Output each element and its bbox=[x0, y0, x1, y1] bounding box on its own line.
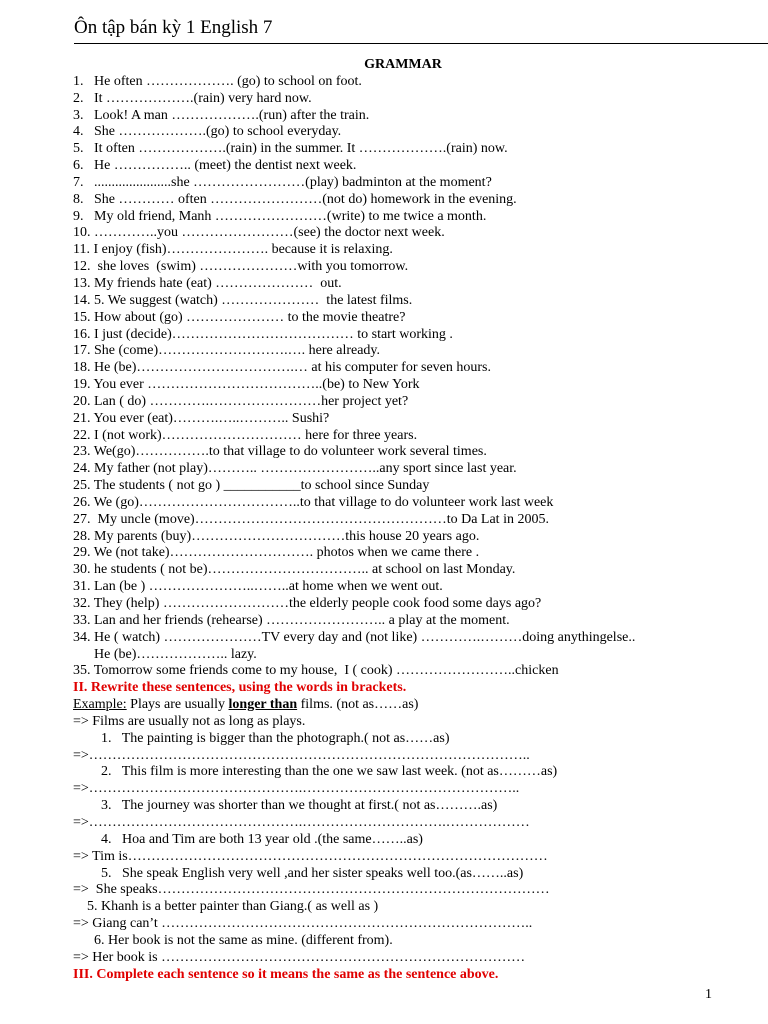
grammar-item: 1. He often ………………. (go) to school on foot. bbox=[73, 73, 362, 89]
grammar-item: 8. She ………… often ……………………(not do) homework in the evening. bbox=[73, 191, 517, 207]
grammar-item: 7. ......................she ……………………(play) badminton at the moment? bbox=[73, 174, 492, 190]
grammar-item: 24. My father (not play)……….. ……………………..any sport since last year. bbox=[73, 461, 517, 477]
grammar-item: 2. It ……………….(rain) very hard now. bbox=[73, 90, 312, 106]
grammar-item: 22. I (not work)………………………… here for three years. bbox=[73, 427, 418, 443]
grammar-item: 19. You ever ………………………………..(be) to New York bbox=[73, 377, 420, 393]
example-emphasis: longer than bbox=[228, 697, 298, 713]
header-title: Ôn tập bán kỳ 1 English 7 bbox=[74, 17, 273, 38]
rewrite-line: 6. Her book is not the same as mine. (different from). bbox=[73, 932, 393, 948]
example-before: Plays are usually bbox=[126, 697, 229, 713]
grammar-item: 5. It often ……………….(rain) in the summer. It ……………….(rain) now. bbox=[73, 141, 508, 157]
rewrite-line: => Her book is …………………………………………………………………… bbox=[73, 949, 526, 965]
rewrite-line: 1. The painting is bigger than the photograph.( not as……as) bbox=[73, 730, 450, 746]
example-answer: => Films are usually not as long as plays. bbox=[73, 713, 306, 729]
grammar-item: 15. How about (go) ………………… to the movie theatre? bbox=[73, 309, 406, 325]
grammar-item: 13. My friends hate (eat) ………………… out. bbox=[73, 275, 342, 291]
grammar-item: 30. he students ( not be)…………………………….. at school on last Monday. bbox=[73, 562, 516, 578]
page-header bbox=[74, 17, 768, 44]
grammar-item: 20. Lan ( do) ………….……………………her project yet? bbox=[73, 393, 409, 409]
grammar-exercise-list bbox=[73, 74, 733, 680]
grammar-item: 4. She ……………….(go) to school everyday. bbox=[73, 124, 342, 140]
grammar-item: 32. They (help) ………………………the elderly people cook food some days ago? bbox=[73, 596, 542, 611]
grammar-item: 29. We (not take)…………………………. photos when we came there . bbox=[73, 545, 480, 561]
example-label: Example: bbox=[73, 697, 127, 713]
grammar-item: 3. Look! A man ……………….(run) after the train. bbox=[73, 107, 370, 123]
rewrite-line: 5. Khanh is a better painter than Giang.( as well as ) bbox=[73, 899, 379, 915]
grammar-item: 10. …………..you ……………………(see) the doctor next week. bbox=[73, 225, 445, 241]
rewrite-line: => Giang can’t …………………………………………………………………….. bbox=[73, 916, 533, 932]
grammar-item: 33. Lan and her friends (rehearse) …………………….. a play at the moment. bbox=[73, 612, 510, 628]
page-number: 1 bbox=[705, 987, 712, 1002]
rewrite-line: 3. The journey was shorter than we thought at first.( not as……….as) bbox=[73, 798, 498, 814]
section-title-rewrite: II. Rewrite these sentences, using the words in brackets. bbox=[73, 680, 407, 696]
grammar-item: 34. He ( watch) …………………TV every day and (not like) ………….………doing anythingelse.. bbox=[73, 629, 636, 645]
grammar-item: 28. My parents (buy)……………………………this house 20 years ago. bbox=[73, 528, 480, 544]
rewrite-line: 4. Hoa and Tim are both 13 year old .(the same……..as) bbox=[73, 831, 423, 847]
grammar-item: 17. She (come)……………………….…. here already. bbox=[73, 343, 381, 359]
grammar-item: 26. We (go)……………………………..to that village to do volunteer work last week bbox=[73, 494, 554, 510]
rewrite-exercise-list bbox=[73, 731, 733, 967]
grammar-item: 14. 5. We suggest (watch) ………………… the latest films. bbox=[73, 292, 413, 308]
rewrite-line: 2. This film is more interesting than the one we saw last week. (not as………as) bbox=[73, 764, 558, 780]
section-title-grammar: GRAMMAR bbox=[364, 57, 442, 72]
rewrite-line: => Tim is……………………………………………………………………………… bbox=[73, 848, 548, 864]
grammar-item: 35. Tomorrow some friends come to my house, I ( cook) ……………………..chicken bbox=[73, 663, 559, 679]
grammar-item: He (be)……………….. lazy. bbox=[73, 646, 257, 662]
rewrite-line: =>……………………………………….………………………….……………… bbox=[73, 814, 530, 830]
grammar-item: 16. I just (decide)………………………………… to start working . bbox=[73, 326, 453, 342]
grammar-item: 11. I enjoy (fish)…………………. because it is relaxing. bbox=[73, 242, 393, 258]
rewrite-line: =>……………………………………….……………………………………….. bbox=[73, 781, 520, 797]
rewrite-line: => She speaks………………………………………………………………………… bbox=[73, 882, 550, 898]
rewrite-line: =>………………………………………………………………………………….. bbox=[73, 747, 530, 763]
document-body bbox=[73, 57, 733, 983]
grammar-item: 9. My old friend, Manh ……………………(write) to me twice a month. bbox=[73, 208, 487, 224]
grammar-item: 21. You ever (eat)……….…..……….. Sushi? bbox=[73, 410, 330, 426]
grammar-item: 18. He (be)…………………………….… at his computer for seven hours. bbox=[73, 360, 491, 376]
section-title-complete: III. Complete each sentence so it means the same as the sentence above. bbox=[73, 966, 499, 982]
example-after: films. (not as……as) bbox=[297, 697, 419, 713]
grammar-item: 6. He …………….. (meet) the dentist next week. bbox=[73, 158, 357, 174]
grammar-item: 27. My uncle (move)………………………………………………to Da Lat in 2005. bbox=[73, 511, 549, 527]
example-line bbox=[73, 697, 733, 714]
grammar-item: 31. Lan (be ) …………………..……..at home when we went out. bbox=[73, 579, 443, 595]
grammar-item: 25. The students ( not go ) ___________to school since Sunday bbox=[73, 478, 430, 494]
grammar-item: 23. We(go)…………….to that village to do volunteer work several times. bbox=[73, 444, 487, 460]
grammar-item: 12. she loves (swim) …………………with you tomorrow. bbox=[73, 259, 409, 275]
rewrite-line: 5. She speak English very well ,and her sister speaks well too.(as……..as) bbox=[73, 865, 524, 881]
